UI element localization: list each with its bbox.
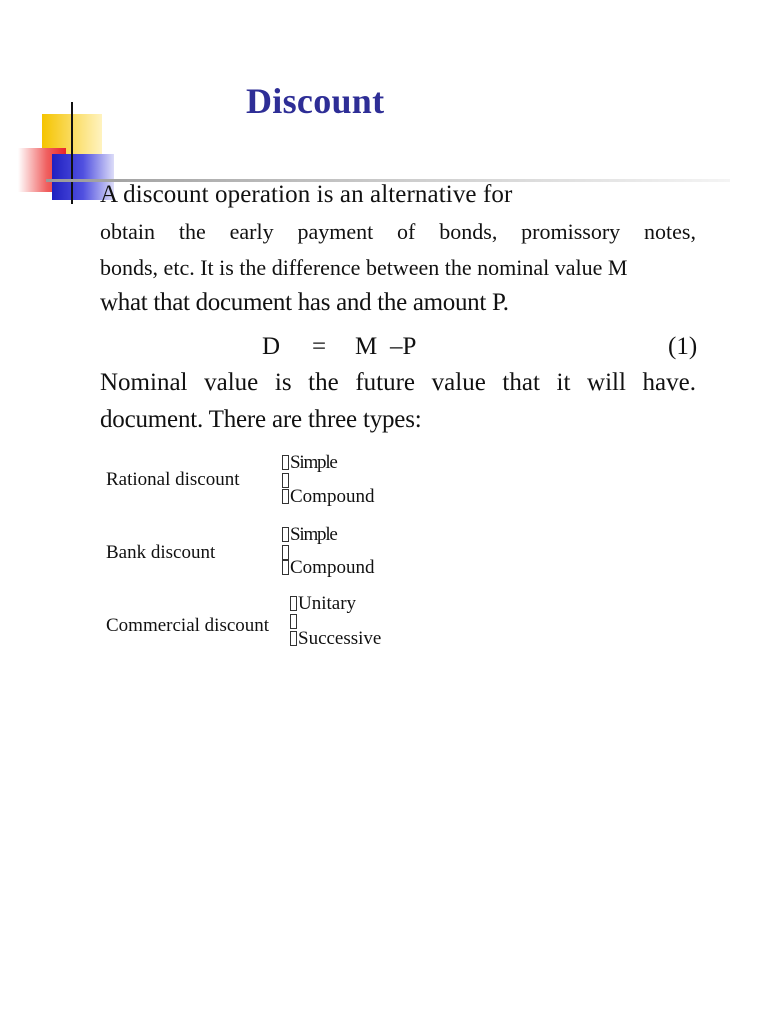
paragraph2-line-1: Nominal value is the future value that it will have. [100, 369, 696, 396]
bullet-glyph-icon [290, 631, 297, 646]
bullet-glyph-icon [290, 596, 297, 611]
paragraph-line-2: obtain the early payment of bonds, promissory notes, [100, 219, 696, 244]
paragraph2-line-2: document. There are three types: [100, 406, 422, 433]
option-rational-compound [282, 486, 374, 508]
option-bank-simple [282, 524, 337, 546]
type-label-rational: Rational discount [106, 469, 240, 490]
option-commercial-unitary [290, 593, 356, 615]
option-label: Compound [290, 557, 375, 578]
option-rational-simple [282, 452, 337, 474]
option-label: Simple [290, 452, 337, 473]
equation-minus-p: –P [390, 333, 417, 360]
paragraph-line-3: bonds, etc. It is the difference between the nominal value M [100, 255, 628, 280]
slide-title: Discount [246, 81, 385, 121]
equation-lhs: D [262, 333, 281, 360]
equation-number: (1) [668, 333, 698, 360]
option-bank-compound [282, 557, 374, 579]
bullet-glyph-icon [282, 455, 289, 470]
option-commercial-successive [290, 628, 381, 650]
option-label: Compound [290, 486, 375, 507]
paragraph-line-4: what that document has and the amount P. [100, 289, 509, 316]
equation-m: M [355, 333, 378, 360]
bullet-glyph-icon [282, 560, 289, 575]
bullet-glyph-icon [282, 489, 289, 504]
option-label: Simple [290, 524, 337, 545]
brace-glyph-icon [290, 614, 297, 629]
equation-equals: = [312, 333, 327, 360]
type-label-bank: Bank discount [106, 542, 216, 563]
type-label-commercial: Commercial discount [106, 615, 270, 636]
option-label: Unitary [298, 593, 357, 614]
paragraph-line-1: A discount operation is an alternative for [100, 181, 513, 208]
option-label: Successive [298, 628, 382, 649]
bullet-glyph-icon [282, 527, 289, 542]
